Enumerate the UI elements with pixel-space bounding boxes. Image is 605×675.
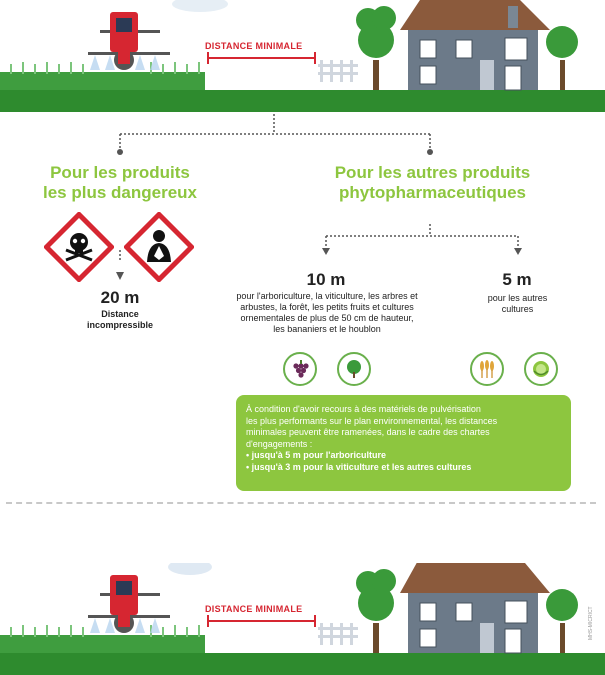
opt1-description: pour l'arboriculture, la viticulture, les arbres et arbustes, la forêt, les petits fruits et cultures ornementales de plus de 50 cm de hauteur, les bananiers et le houblon	[236, 291, 418, 334]
conditions-note: À condition d'avoir recours à des matériels de pulvérisation les plus performants sur le plan environnemental, les distances minimales peuvent être ramenées, dans le cadre des chartes d'engagements : • jusqu'à 5 m pour l'arboriculture • jusqu'à 3 m pour la viticulture et les autres cultures	[236, 395, 571, 491]
note-bullet-1: • jusqu'à 5 m pour l'arboriculture	[246, 450, 386, 460]
left-description: Distance incompressible	[86, 309, 154, 330]
tree-icon	[337, 352, 371, 386]
distance-label-bottom: DISTANCE MINIMALE	[205, 604, 303, 614]
right-title: Pour les autres produits phytopharmaceutiques	[334, 163, 531, 202]
house-icon	[400, 563, 550, 653]
grapes-icon	[283, 352, 317, 386]
opt2-distance: 5 m	[502, 270, 532, 289]
health-hazard-icon	[124, 212, 194, 282]
left-distance: 20 m	[100, 288, 140, 307]
top-scene	[0, 0, 605, 112]
distance-label: DISTANCE MINIMALE	[205, 41, 303, 51]
credit-text: MHS-MICRICT	[588, 606, 594, 640]
sprayer-icon	[88, 575, 170, 633]
section-divider	[6, 502, 596, 504]
left-title: Pour les produits les plus dangereux	[43, 163, 197, 202]
skull-crossbones-icon	[44, 212, 114, 282]
sprayer-icon	[88, 12, 170, 70]
wheat-icon	[470, 352, 504, 386]
opt1-distance: 10 m	[306, 270, 346, 289]
cabbage-icon	[524, 352, 558, 386]
bottom-scene	[0, 563, 605, 675]
scene-illustration	[0, 0, 605, 112]
house-icon	[400, 0, 550, 90]
scene-illustration-bottom	[0, 563, 605, 675]
note-bullet-2: • jusqu'à 3 m pour la viticulture et les autres cultures	[246, 461, 472, 472]
opt2-description: pour les autres cultures	[487, 293, 548, 314]
